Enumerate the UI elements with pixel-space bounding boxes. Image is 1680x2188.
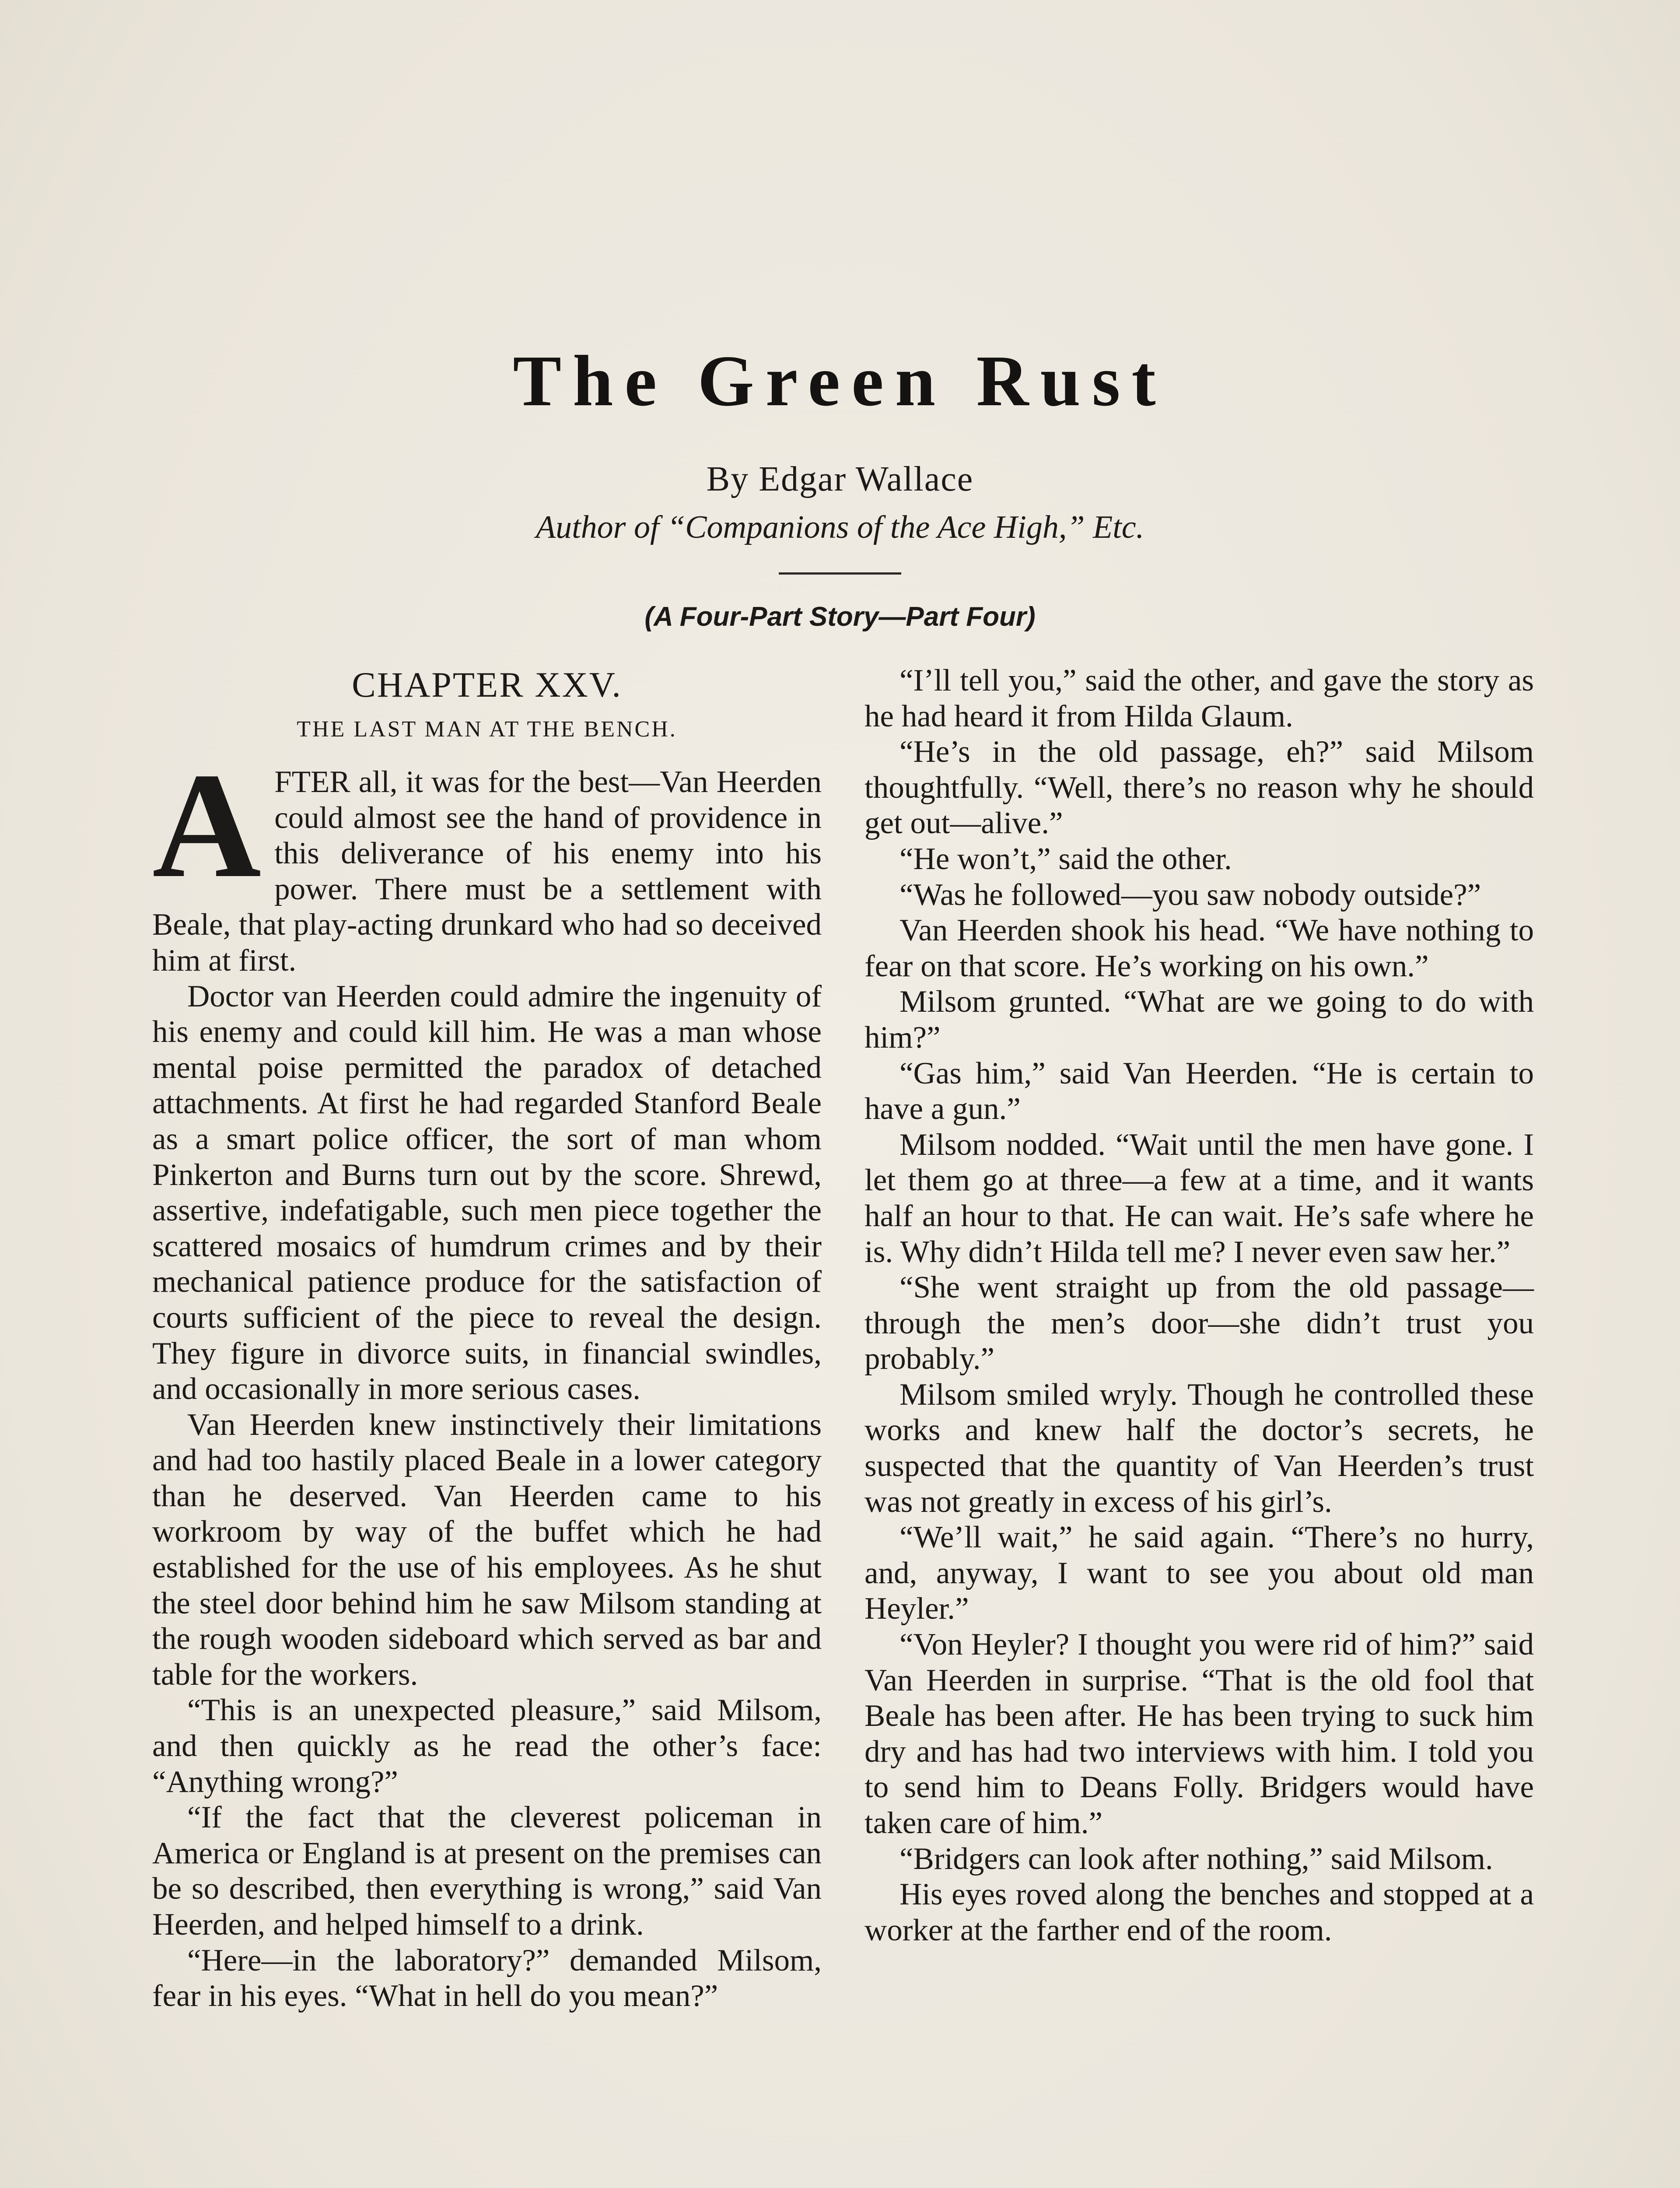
paragraph: Doctor van Heerden could admire the ingenuity of his enemy and could kill him. He was a man whose mental poise permitted the paradox of detached attachments. At first he had regarded Stanford Beale as a smart police officer, the sort of man whom Pinkerton and Burns turn out by the score. Shrewd, assertive, indefatigable, such men piece together the scattered mosaics of humdrum crimes and by their mechanical patience produce for the satisfaction of courts sufficient of the piece to reveal the design. They figure in divorce suits, in financial swindles, and occasionally in more serious cases.	[152, 979, 822, 1406]
paragraph: “Gas him,” said Van Heerden. “He is certain to have a gun.”	[864, 1056, 1534, 1126]
opening-paragraph	[152, 742, 822, 979]
paragraph: “Was he followed—you saw nobody outside?”	[900, 877, 1481, 912]
paragraph: “She went straight up from the old passage—through the men’s door—she didn’t trust you probably.”	[864, 1270, 1534, 1376]
header-divider	[779, 572, 901, 575]
author-credit: Author of “Companions of the Ace High,” Etc.	[536, 509, 1144, 545]
paragraph: “If the fact that the cleverest policeman in America or England is at present on the premises can be so described, then everything is wrong,” said Van Heerden, and helped himself to a drink.	[152, 1800, 822, 1942]
left-column	[152, 663, 822, 2014]
paragraph: “He’s in the old passage, eh?” said Milsom thoughtfully. “Well, there’s no reason why he should get out—alive.”	[864, 735, 1534, 841]
drop-cap: A	[152, 742, 262, 909]
paragraph: “Von Heyler? I thought you were rid of him?” said Van Heerden in surprise. “That is the old fool that Beale has been after. He has been trying to suck him dry and has had two interviews with him. I told you to send him to Deans Folly. Bridgers would have taken care of him.”	[864, 1627, 1534, 1840]
paragraph: “Here—in the laboratory?” demanded Milsom, fear in his eyes. “What in hell do you mean?”	[152, 1943, 822, 2013]
paragraph: “This is an unexpected pleasure,” said Milsom, and then quickly as he read the other’s face: “Anything wrong?”	[152, 1693, 822, 1799]
paragraph: “Bridgers can look after nothing,” said Milsom.	[900, 1841, 1493, 1876]
paragraph: “We’ll wait,” he said again. “There’s no hurry, and, anyway, I want to see you about old man Heyler.”	[864, 1520, 1534, 1626]
paragraph: “He won’t,” said the other.	[900, 842, 1232, 876]
story-title: The Green Rust	[513, 340, 1167, 421]
opening-text: FTER all, it was for the best—Van Heerden could almost see the hand of providence in this deliverance of his enemy into his power. There must be a settlement with Beale, that play-acting drunkard who had so deceived him at first.	[152, 765, 822, 978]
author-byline: By Edgar Wallace	[706, 460, 974, 498]
paragraph: Van Heerden shook his head. “We have nothing to fear on that score. He’s working on his own.”	[864, 913, 1534, 983]
chapter-heading: CHAPTER XXV.	[352, 665, 622, 705]
series-note: (A Four-Part Story—Part Four)	[644, 602, 1036, 632]
right-column	[864, 663, 1534, 1948]
paragraph: His eyes roved along the benches and stopped at a worker at the farther end of the room.	[864, 1877, 1534, 1947]
paragraph: Milsom smiled wryly. Though he controlled these works and knew half the doctor’s secrets, he suspected that the quantity of Van Heerden’s trust was not greatly in excess of his girl’s.	[864, 1377, 1534, 1519]
paragraph: “I’ll tell you,” said the other, and gave the story as he had heard it from Hilda Glaum.	[864, 663, 1534, 733]
paragraph: Van Heerden knew instinctively their limitations and had too hastily placed Beale in a lower category than he deserved. Van Heerden came to his workroom by way of the buffet which he had established for the use of his employees. As he shut the steel door behind him he saw Milsom standing at the rough wooden sideboard which served as bar and table for the workers.	[152, 1407, 822, 1692]
chapter-subtitle: THE LAST MAN AT THE BENCH.	[297, 717, 677, 742]
paragraph: Milsom nodded. “Wait until the men have gone. I let them go at three—a few at a time, and it wants half an hour to that. He can wait. He’s safe where he is. Why didn’t Hilda tell me? I never even saw her.”	[864, 1127, 1534, 1269]
paragraph: Milsom grunted. “What are we going to do with him?”	[864, 985, 1534, 1055]
